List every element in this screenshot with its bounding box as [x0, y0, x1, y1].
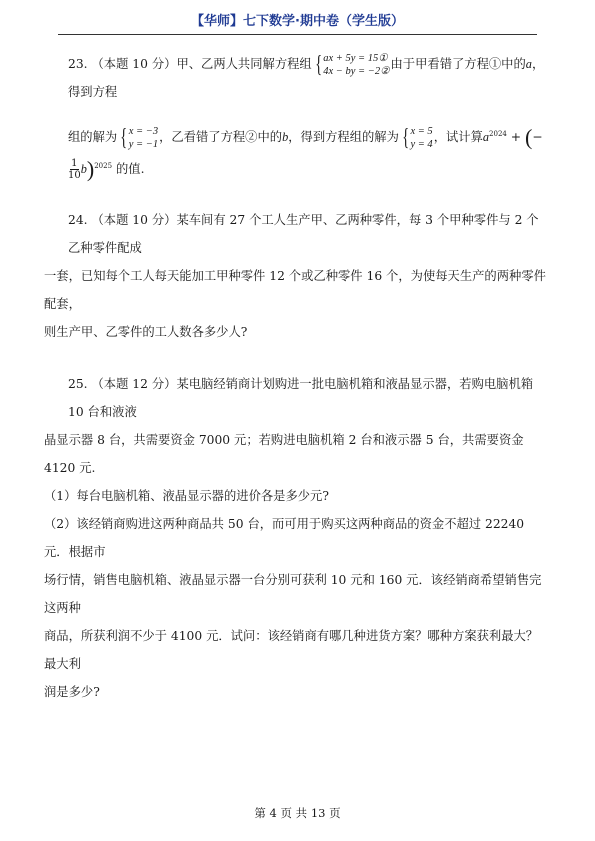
solution-system-2: { x = 5 y = 4: [402, 124, 433, 151]
q25-sub2-line3: 商品，所获利润不少于 4100 元．试问：该经销商有哪几种进货方案？哪种方案获利最大？最大利: [44, 629, 539, 671]
solution-system-1: { x = −3 y = −1: [120, 124, 159, 151]
q25-sub2-line1: （2）该经销商购进这两种商品共 50 台，而可用于购买这两种商品的资金不超过 22240 元．根据市: [44, 517, 525, 559]
q25-sub2-line4: 润是多少?: [44, 685, 100, 699]
q25-sub1: （1）每台电脑机箱、液晶显示器的进价各是多少元?: [44, 489, 329, 503]
power-expression: $a^{2024}$ + (− $\frac{1}{10}$ b)$^{2025}$: [68, 124, 543, 182]
question-25: [44, 370, 548, 706]
question-23: [68, 50, 548, 183]
document-header: [0, 10, 595, 29]
q24-line2: 一套，已知每个工人每天能加工甲种零件 12 个或乙种零件 16 个，为使每天生产的两种零件配套，: [44, 269, 546, 311]
header-title: 【华师】七下数学·期中卷（学生版）: [191, 14, 404, 29]
q25-line2: 晶显示器 8 台，共需要资金 7000 元；若购进电脑机箱 2 台和液示器 5 台，共需要资金 4120 元.: [44, 433, 524, 475]
page-footer: [0, 805, 595, 821]
header-divider: [58, 34, 537, 35]
page-number: 第 4 页 共 13 页: [254, 806, 341, 820]
fraction: $\frac{1}{10}$: [68, 157, 81, 181]
q23-line2: 组的解为 { x = −3 y = −1 ，乙看错了方程②中的b，得到方程组的解为 { x = 5 y = 4 ，试计算$a^{2024}$ + (− $\frac{1}{10}$ b)$^{2025}$ 的值.: [68, 124, 543, 182]
equation-system: { ax + 5y = 15① 4x − by = −2②: [315, 51, 390, 78]
q24-line1: 24. （本题 10 分）某车间有 27 个工人生产甲、乙两种零件，每 3 个甲种零件与 2 个乙种零件配成: [68, 213, 539, 255]
question-24: [44, 206, 548, 346]
q25-sub2-line2: 场行情，销售电脑机箱、液晶显示器一台分别可获利 10 元和 160 元．该经销商希望销售完这两种: [44, 573, 542, 615]
q23-line1: 23. （本题 10 分）甲、乙两人共同解方程组 { ax + 5y = 15① 4x − by = −2② 由于甲看错了方程①中的a，得到方程: [68, 51, 545, 99]
q24-line3: 则生产甲、乙零件的工人数各多少人?: [44, 325, 248, 339]
q25-line1: 25. （本题 12 分）某电脑经销商计划购进一批电脑机箱和液晶显示器，若购电脑机箱 10 台和液液: [68, 377, 534, 419]
